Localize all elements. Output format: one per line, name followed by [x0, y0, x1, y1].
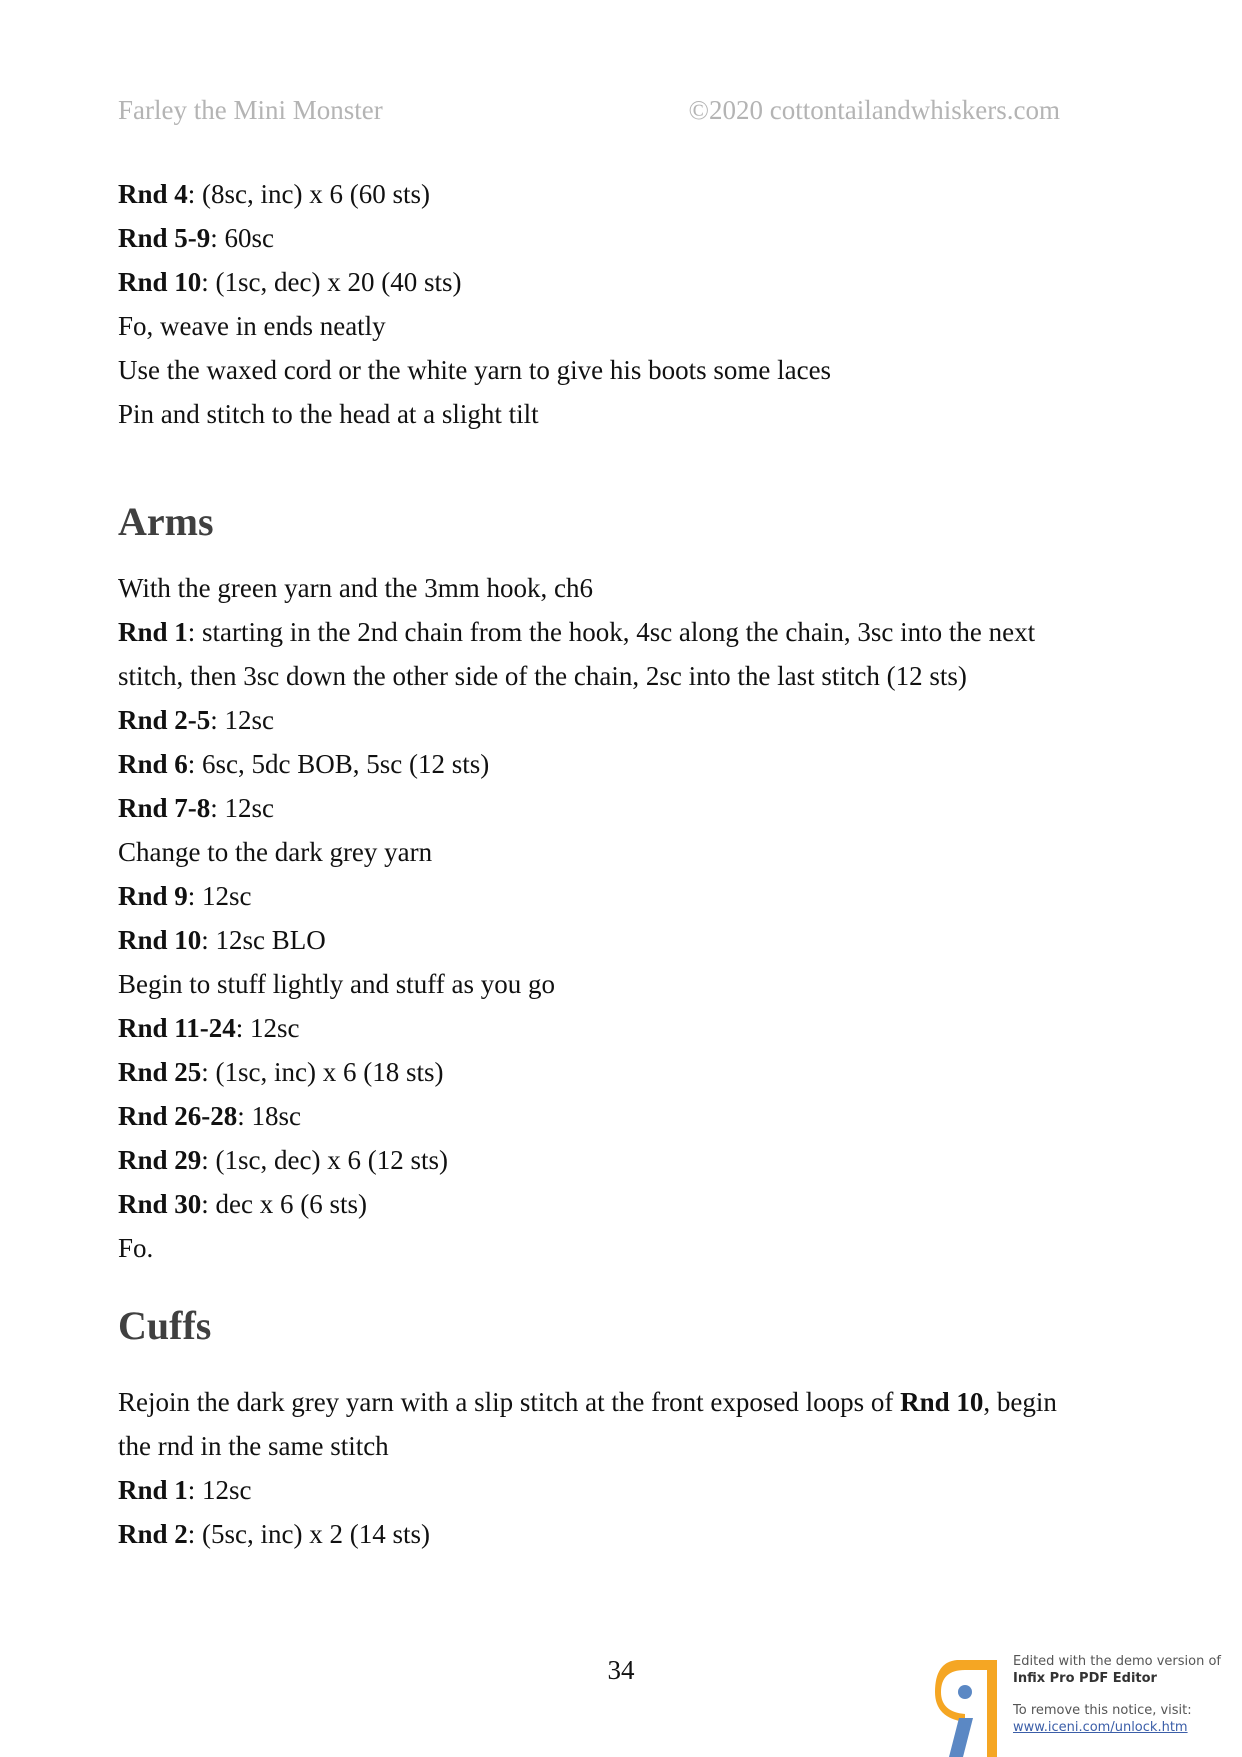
- round-label: Rnd 9: [118, 881, 188, 911]
- instruction-line: [118, 786, 1078, 830]
- instruction-text: : starting in the 2nd chain from the hook, 4sc along the chain, 3sc into the next stitch, then 3sc down the other side of the chain, 2sc into the last stitch (12 sts): [118, 617, 1036, 691]
- instruction-line: [118, 1138, 1078, 1182]
- round-label: Rnd 7-8: [118, 793, 211, 823]
- page-header: [118, 95, 1060, 131]
- instruction-line: [118, 1468, 1078, 1512]
- instruction-text: : (8sc, inc) x 6 (60 sts): [187, 179, 430, 209]
- cuffs-intro: [118, 1380, 1078, 1468]
- instruction-line: [118, 874, 1078, 918]
- instruction-line: [118, 1182, 1078, 1226]
- round-label: Rnd 1: [118, 617, 188, 647]
- instruction-text: : 12sc: [210, 705, 275, 735]
- watermark-line-2: Infix Pro PDF Editor: [1013, 1671, 1157, 1686]
- cuffs-intro-round: Rnd 10: [900, 1387, 984, 1417]
- instruction-line: [118, 1050, 1078, 1094]
- cuffs-intro-text: Rejoin the dark grey yarn with a slip stitch at the front exposed loops of: [118, 1387, 901, 1417]
- round-label: Rnd 1: [118, 1475, 188, 1505]
- round-label: Rnd 26-28: [118, 1101, 238, 1131]
- copyright-notice: ©2020 cottontailandwhiskers.com: [688, 95, 1060, 125]
- instruction-text: Use the waxed cord or the white yarn to give his boots some laces: [118, 355, 832, 385]
- instruction-text: : (1sc, dec) x 6 (12 sts): [201, 1145, 448, 1175]
- editor-watermark: [935, 1648, 1235, 1757]
- instruction-line: [118, 392, 1078, 436]
- instruction-line: [118, 742, 1078, 786]
- instruction-text: : 12sc: [235, 1013, 300, 1043]
- instruction-line: [118, 1512, 1078, 1556]
- round-label: Rnd 5-9: [118, 223, 211, 253]
- instruction-text: Fo.: [118, 1233, 154, 1263]
- instruction-text: : 18sc: [237, 1101, 302, 1131]
- instruction-line: [118, 348, 1078, 392]
- round-label: Rnd 30: [118, 1189, 202, 1219]
- instruction-line: [118, 962, 1078, 1006]
- instruction-text: : 12sc: [187, 881, 252, 911]
- page-number: 34: [607, 1655, 635, 1685]
- instruction-text: Fo, weave in ends neatly: [118, 311, 386, 341]
- round-label: Rnd 6: [118, 749, 188, 779]
- instruction-line: [118, 216, 1078, 260]
- round-label: Rnd 11-24: [118, 1013, 236, 1043]
- round-label: Rnd 10: [118, 925, 202, 955]
- instruction-line: [118, 830, 1078, 874]
- instruction-text: : 6sc, 5dc BOB, 5sc (12 sts): [187, 749, 490, 779]
- round-label: Rnd 2-5: [118, 705, 211, 735]
- round-label: Rnd 4: [118, 179, 188, 209]
- watermark-link[interactable]: www.iceni.com/unlock.htm: [1013, 1720, 1188, 1735]
- instruction-text: Begin to stuff lightly and stuff as you go: [118, 969, 555, 999]
- infix-logo-icon: [935, 1656, 1005, 1757]
- instruction-line: [118, 1094, 1078, 1138]
- instruction-text: : dec x 6 (6 sts): [201, 1189, 367, 1219]
- document-title: Farley the Mini Monster: [118, 95, 383, 125]
- instruction-text: With the green yarn and the 3mm hook, ch6: [118, 573, 594, 603]
- top-instructions: [118, 172, 1078, 436]
- instruction-line: [118, 610, 1078, 698]
- instruction-line: [118, 918, 1078, 962]
- cuffs-instructions: [118, 1468, 1078, 1556]
- arms-instructions: [118, 566, 1078, 1270]
- instruction-line: [118, 566, 1078, 610]
- instruction-line: [118, 260, 1078, 304]
- instruction-text: : 12sc BLO: [201, 925, 326, 955]
- round-label: Rnd 10: [118, 267, 202, 297]
- instruction-line: [118, 698, 1078, 742]
- instruction-line: [118, 1226, 1078, 1270]
- round-label: Rnd 29: [118, 1145, 202, 1175]
- watermark-text: [1013, 1653, 1221, 1736]
- watermark-line-3: To remove this notice, visit:: [1013, 1703, 1192, 1718]
- round-label: Rnd 2: [118, 1519, 188, 1549]
- instruction-text: Pin and stitch to the head at a slight tilt: [118, 399, 539, 429]
- instruction-line: [118, 304, 1078, 348]
- instruction-text: : 60sc: [210, 223, 275, 253]
- cuffs-intro-text-end: , begin the rnd in the same stitch: [118, 1387, 1057, 1461]
- round-label: Rnd 25: [118, 1057, 202, 1087]
- watermark-line-1: Edited with the demo version of: [1013, 1654, 1222, 1669]
- instruction-text: Change to the dark grey yarn: [118, 837, 433, 867]
- instruction-line: [118, 1006, 1078, 1050]
- instruction-line: [118, 172, 1078, 216]
- instruction-text: : 12sc: [210, 793, 275, 823]
- instruction-text: : (5sc, inc) x 2 (14 sts): [187, 1519, 430, 1549]
- section-heading-arms: Arms: [118, 499, 214, 544]
- instruction-text: : 12sc: [187, 1475, 252, 1505]
- instruction-text: : (1sc, dec) x 20 (40 sts): [201, 267, 462, 297]
- instruction-text: : (1sc, inc) x 6 (18 sts): [201, 1057, 444, 1087]
- document-body: [118, 172, 1078, 1556]
- section-heading-cuffs: Cuffs: [118, 1303, 212, 1348]
